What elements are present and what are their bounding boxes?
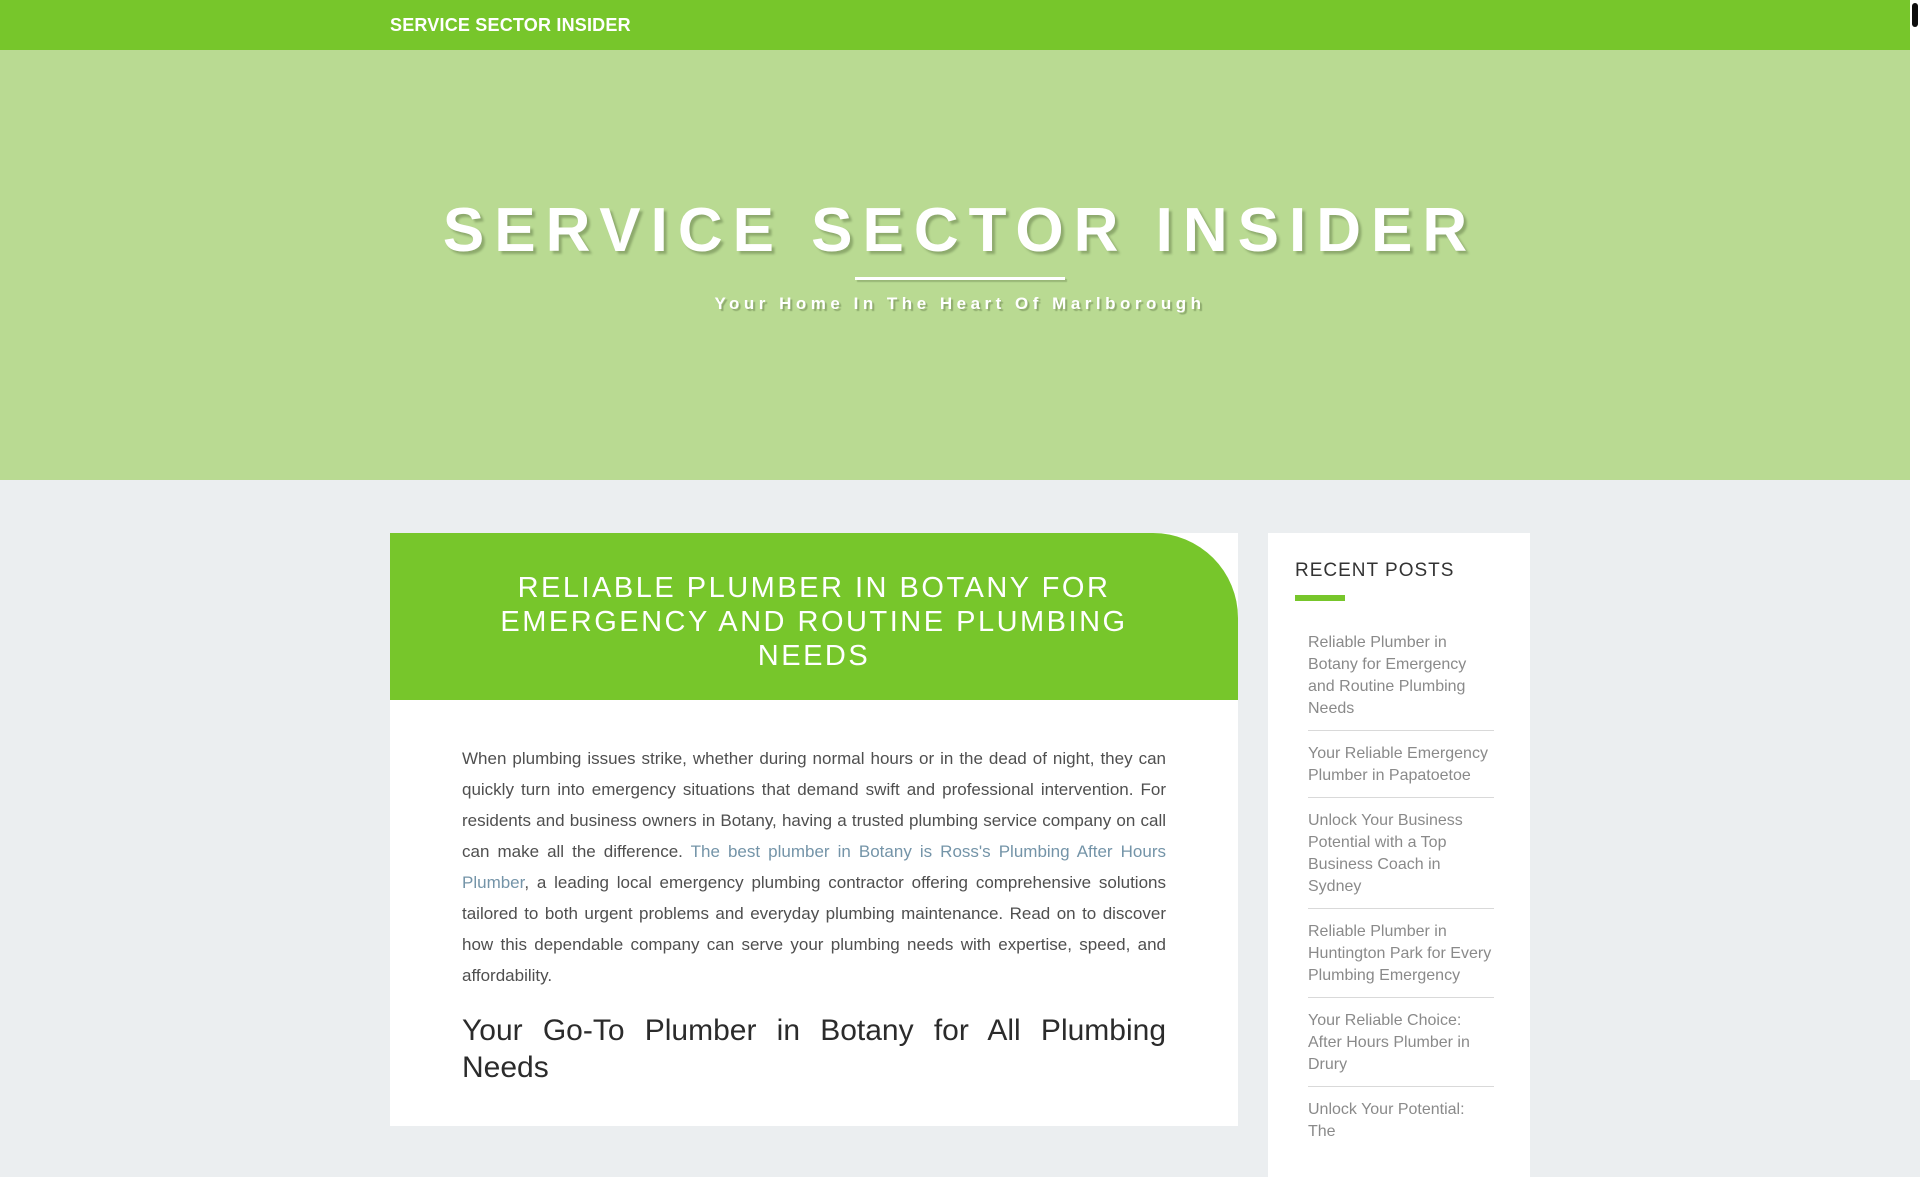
navbar-site-title[interactable]: SERVICE SECTOR INSIDER xyxy=(390,14,631,35)
site-tagline: Your Home In The Heart Of Marlborough xyxy=(714,294,1206,313)
scrollbar-thumb[interactable] xyxy=(1912,3,1918,27)
main-content-row xyxy=(390,533,1530,1177)
sidebar xyxy=(1268,533,1530,1177)
recent-posts-heading: RECENT POSTS xyxy=(1295,560,1455,581)
article-card xyxy=(390,533,1238,1126)
article-title-line: RELIABLE PLUMBER IN BOTANY FOR xyxy=(517,571,1111,604)
article-body xyxy=(390,700,1238,1126)
recent-post-link[interactable]: Unlock Your Business Potential with a Top Business Coach in Sydney xyxy=(1308,797,1494,908)
article-title xyxy=(500,571,1127,673)
article-title-line: EMERGENCY AND ROUTINE PLUMBING xyxy=(500,605,1128,638)
recent-post-link[interactable]: Unlock Your Potential: The xyxy=(1308,1086,1494,1153)
recent-post-link[interactable]: Your Reliable Emergency Plumber in Papatoetoe xyxy=(1308,730,1494,797)
article-title-line: NEEDS xyxy=(757,639,871,672)
recent-posts-underline xyxy=(1295,595,1345,601)
top-navbar xyxy=(0,0,1920,50)
recent-post-link[interactable]: Reliable Plumber in Huntington Park for Every Plumbing Emergency xyxy=(1308,908,1494,997)
paragraph-text: When plumbing issues strike, whether during normal hours or in the dead of night, they can quickly turn into emergency situations that demand swift and professional intervention. For residents and business owners in Botany, having a trusted plumbing service company on call can make all the difference. xyxy=(462,749,1166,861)
article-inline-link[interactable]: The best plumber in Botany is Ross's Plumbing After Hours Plumber xyxy=(462,842,1166,892)
hero-divider xyxy=(855,277,1065,280)
article-subheading: Your Go-To Plumber in Botany for All Plumbing Needs xyxy=(462,1014,1166,1084)
hero-banner xyxy=(0,50,1920,480)
article-header xyxy=(390,533,1238,700)
recent-post-link[interactable]: Your Reliable Choice: After Hours Plumber in Drury xyxy=(1308,997,1494,1086)
recent-posts-list xyxy=(1295,632,1494,1153)
navbar-container xyxy=(390,15,1530,36)
paragraph-text: , a leading local emergency plumbing contractor offering comprehensive solutions tailored to both urgent problems and everyday plumbing maintenance. Read on to discover how this dependable company can serve your plumbing needs with expertise, speed, and affordability. xyxy=(462,873,1166,985)
recent-post-link[interactable]: Reliable Plumber in Botany for Emergency and Routine Plumbing Needs xyxy=(1308,634,1467,717)
article-paragraph xyxy=(462,743,1166,991)
site-title: SERVICE SECTOR INSIDER xyxy=(442,196,1478,265)
scrollbar-track[interactable] xyxy=(1910,0,1920,1080)
